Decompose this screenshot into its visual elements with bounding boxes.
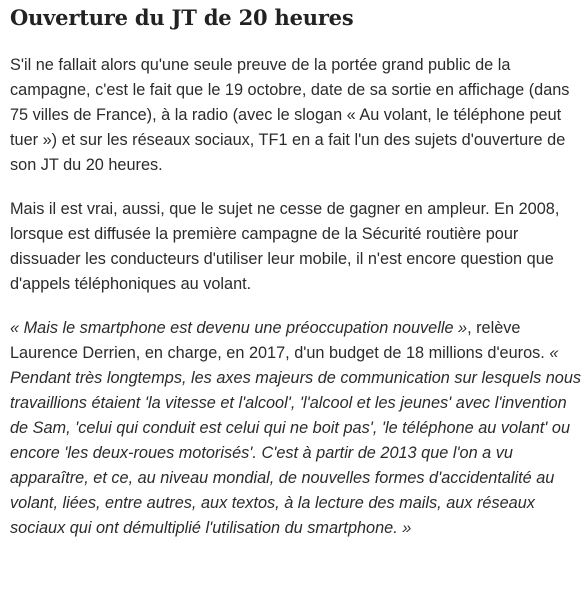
paragraph-2: Mais il est vrai, aussi, que le sujet ne cesse de gagner en ampleur. En 2008, lorsque est diffusée la première campagne de la Sécurité routière pour dissuader les conducteurs d'utiliser leur mobile, il n'est encore question que d'appels téléphoniques au volant.: [10, 200, 560, 293]
paragraph-3: [10, 316, 582, 541]
quote-continuation: « Pendant très longtemps, les axes majeurs de communication sur lesquels nous travaillions étaient 'la vitesse et l'alcool', 'l'alcool et les jeunes' avec l'invention de Sam, 'celui qui conduit est celui qui ne boit pas', 'le téléphone au volant' ou encore 'les deux-roues motorisés'. C'est à partir de 2013 que l'on a vu apparaître, et ce, au niveau mondial, de nouvelles formes d'accidentalité au volant, liées, entre autres, aux textos, à la lecture des mails, aux réseaux sociaux qui ont démultiplié l'utilisation du smartphone. »: [10, 344, 582, 537]
article-body: [10, 0, 582, 541]
paragraph-1: S'il ne fallait alors qu'une seule preuve de la portée grand public de la campagne, c'est le fait que le 19 octobre, date de sa sortie en affichage (dans 75 villes de France), à la radio (avec le slogan « Au volant, le téléphone peut tuer ») et sur les réseaux sociaux, TF1 en a fait l'un des sujets d'ouverture de son JT du 20 heures.: [10, 56, 570, 174]
section-heading: Ouverture du JT de 20 heures: [10, 5, 354, 30]
quote-opening: « Mais le smartphone est devenu une préoccupation nouvelle »: [10, 319, 468, 337]
quote-attribution: , relève Laurence Derrien, en charge, en 2017, d'un budget de 18 millions d'euros.: [10, 319, 550, 362]
